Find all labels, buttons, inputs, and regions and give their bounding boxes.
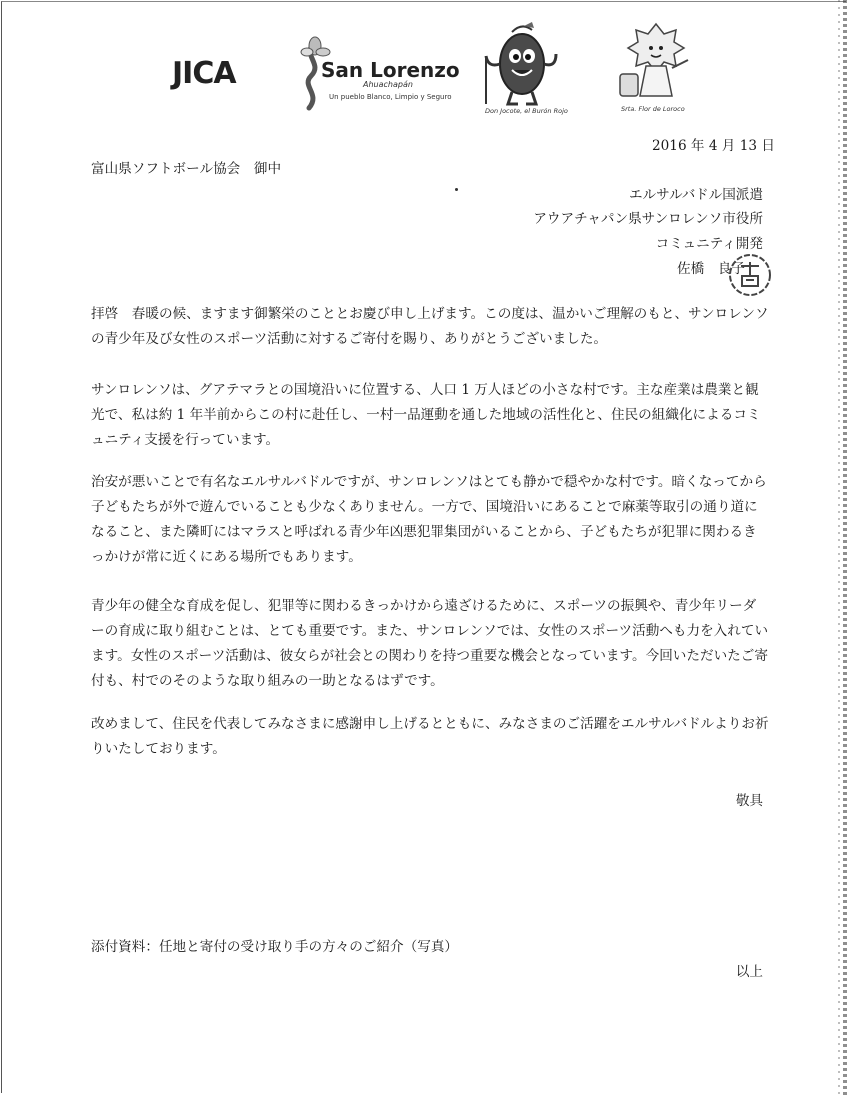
end-mark: 以上 (735, 964, 763, 980)
paragraph-5: 改めまして、住民を代表してみなさまに感謝申し上げるとともに、みなさまのご活躍をエルサルバドルよりお祈りいたしております。 (91, 716, 769, 757)
letter-date: 2016 年 4 月 13 日 (652, 138, 775, 154)
name-seal-stamp-icon (727, 252, 773, 298)
letter-recipient: 富山県ソフトボール協会 御中 (91, 161, 282, 177)
scan-edge (843, 0, 847, 1096)
paragraph-1: 拝啓 春暖の候、ますます御繁栄のこととお慶び申し上げます。この度は、温かいご理解のもと、サンロレンソの青少年及び女性のスポーツ活動に対するご寄付を賜り、ありがとうございました。 (91, 306, 769, 347)
jocote-mascot-icon (472, 20, 572, 108)
scan-edge-inner (838, 0, 840, 1096)
paragraph-4: 青少年の健全な育成を促し、犯罪等に関わるきっかけから遠ざけるために、スポーツの振興や、青少年リーダーの育成に取り組むことは、とても重要です。また、サンロレンソでは、女性のスポーツ活動へも力を入れています。女性のスポーツ活動は、彼女らが社会との関わりを持つ重要な機会となっています。今回いただいたご寄付も、村でのそのような取り組みの一助となるはずです。 (91, 598, 769, 689)
flower-girl-mascot-icon (606, 18, 706, 106)
sender-line-2: アウアチャパン県サンロレンソ市役所 (533, 211, 763, 227)
attachment-note: 添付資料：任地と寄付の受け取り手の方々のご紹介（写真） (91, 939, 459, 955)
paragraph-3: 治安が悪いことで有名なエルサルバドルですが、サンロレンソはとても静かで穏やかな村です。暗くなってから子どもたちが外で遊んでいることも少なくありません。一方で、国境沿いにあることで麻薬等取引の通り道になること、また隣町にはマラスと呼ばれる青少年凶悪犯罪集団がいることから、子どもたちが犯罪に関わるきっかけが常に近くにある場所でもあります。 (91, 474, 767, 565)
jica-logo-text: JICA (172, 56, 236, 91)
mascot-flor-de-loroco-caption: Srta. Flor de Loroco (621, 105, 685, 113)
sender-name: 佐橋 良子 (677, 261, 745, 277)
san-lorenzo-name: San Lorenzo (321, 58, 460, 82)
sender-line-1: エルサルバドル国派遣 (628, 187, 763, 203)
scan-speck (455, 188, 458, 191)
san-lorenzo-logo (293, 36, 463, 116)
mascot-flor-de-loroco (606, 18, 706, 118)
san-lorenzo-tagline: Un pueblo Blanco, Limpio y Seguro (329, 93, 452, 101)
paragraph-2: サンロレンソは、グアテマラとの国境沿いに位置する、人口 1 万人ほどの小さな村です。主な産業は農業と観光で、私は約 1 年半前からこの村に赴任し、一村一品運動を通した地域の活性化と、住民の組織化によるコミュニティ支援を行っています。 (91, 382, 761, 448)
mascot-don-jocote-caption: Don Jocote, el Burón Rojo (485, 107, 568, 115)
closing-keigu: 敬具 (735, 793, 763, 809)
mascot-don-jocote (472, 20, 572, 120)
jica-logo (172, 56, 236, 91)
san-lorenzo-region: Ahuachapán (363, 80, 413, 89)
sender-line-3: コミュニティ開発 (655, 236, 763, 252)
